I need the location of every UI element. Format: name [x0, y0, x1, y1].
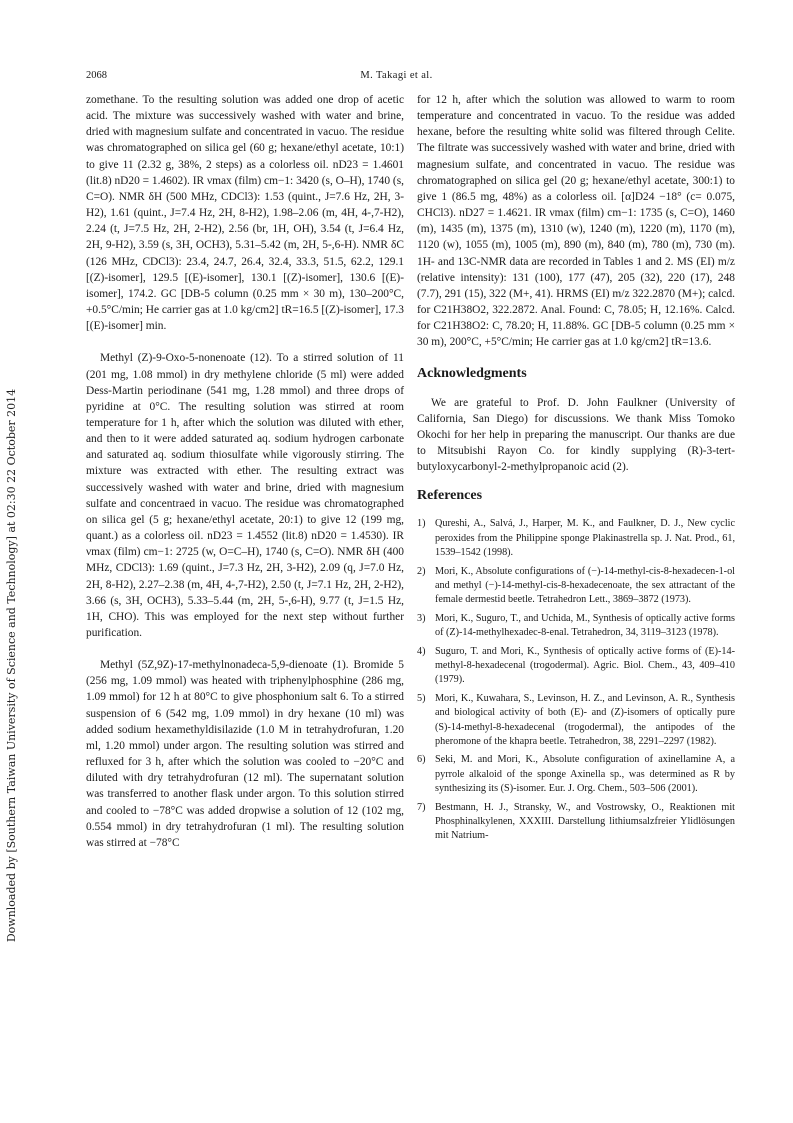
paragraph-compound-12: Methyl (Z)-9-Oxo-5-nonenoate (12). To a stirred solution of 11 (201 mg, 1.08 mmol) in dry methylene chloride (5 ml) were added Dess-Martin periodinane (541 mg, 1.28 mmol) and three drops of pyridine at 0°C. The resulting solution was stirred at room temperature for 1 h, after which the solution was diluted with ether, and then to it were added saturated aq. sodium hydrogen carbonate and saturated aq. sodium thiosulfate while vigorously stirring. The mixture was extracted with ether. The resulting extract was successively washed with water and brine, dried with magnesium sulfate and concentraed in vacuo. The residue was chromatographed on silica gel (5 g; hexane/ethyl acetate, 20:1) to give 12 (199 mg, quant.) as a colorless oil. nD23 = 1.4552 (lit.8) nD20 = 1.4530). IR νmax (film) cm−1: 2725 (w, O=C–H), 1740 (s, C=O). NMR δH (400 MHz, CDCl3): 1.69 (quint., J=7.3 Hz, 2H, 3-H2), 2.09 (q, J=7.0 Hz, 2H, 8-H2), 2.27–2.38 (m, 4H, 4-,7-H2), 2.50 (t, J=7.1 Hz, 2H, 2-H2), 3.66 (s, 3H, OCH3), 5.33–5.44 (m, 2H, 5-,6-H), 9.77 (t, J=1.5 Hz, 1H, CHO). This was employed for the next step without further purification.	[86, 352, 404, 639]
left-column	[86, 92, 404, 851]
reference-item	[417, 801, 735, 844]
running-header: M. Takagi et al.	[360, 70, 433, 81]
download-note: Downloaded by [Southern Taiwan University of Science and Technology] at 02:30 22 October 2014	[5, 388, 19, 942]
reference-text: Seki, M. and Mori, K., Absolute configuration of axinellamine A, a pyrrole alkaloid of the sponge Axinella sp., was determined as R by synthesizing its (S)-isomer. Eur. J. Org. Chem., 503–506 (2001).	[435, 754, 735, 795]
reference-list	[417, 517, 735, 844]
download-sidebar	[5, 265, 19, 1065]
reference-item	[417, 517, 735, 560]
reference-item	[417, 692, 735, 750]
reference-number: 6)	[417, 754, 426, 766]
paragraph-compound-1: Methyl (5Z,9Z)-17-methylnonadeca-5,9-dienoate (1). Bromide 5 (256 mg, 1.09 mmol) was heated with triphenylphosphine (286 mg, 1.09 mmol) for 12 h at 80°C to give phosphonium salt 6. To a stirred suspension of 6 (542 mg, 1.09 mmol) in dry hexane (10 ml) was added sodium hexamethyldisilazide (1.0 M in tetrahydrofuran, 1.20 ml, 1.20 mmol) under argon. The resulting solution was stirred and refluxed for 3 h, after which the solution was cooled to −20°C and diluted with dry tetrahydrofuran (12 ml). The supernatant solution was transferred to another flask under argon. To this solution stirred and cooled to −78°C was added dropwise a solution of 12 (102 mg, 0.554 mmol) in dry tetrahydrofuran (1 ml). The resulting solution was stirred at −78°C	[86, 659, 404, 849]
reference-item	[417, 753, 735, 796]
reference-item	[417, 612, 735, 641]
reference-number: 1)	[417, 518, 426, 530]
acknowledgments-heading: Acknowledgments	[417, 365, 527, 381]
reference-number: 5)	[417, 692, 426, 704]
references-heading: References	[417, 488, 483, 504]
reference-item	[417, 565, 735, 608]
acknowledgments-text: We are grateful to Prof. D. John Faulkner (University of California, San Diego) for discussions. We thank Miss Tomoko Okochi for her help in preparing the manuscript. Our thanks are due to Mitsubishi Rayon Co. for kindly supplying (R)-3-tert-butyloxycarbonyl-2-methylpropanoic acid (2).	[417, 396, 735, 474]
reference-number: 3)	[417, 612, 426, 624]
reference-text: Bestmann, H. J., Stransky, W., and Vostrowsky, O., Reaktionen mit Phosphinalkylenen, XXXIII. Darstellung lithiumsalzfreier Ylidlösungen mit Natrium-	[435, 801, 735, 842]
paragraph-compound-1-continued: for 12 h, after which the solution was allowed to warm to room temperature and concentrated in vacuo. To the residue was added hexane, before the resulting white solid was filtered through Celite. The filtrate was successively washed with water and brine, dried with magnesium sulfate, and concentrated in vacuo. The residue was chromatographed on silica gel (20 g; hexane/ethyl acetate, 300:1) to give 1 (86.5 mg, 48%) as a colorless oil. [α]D24 −18° (c= 0.075, CHCl3). nD27 = 1.4621. IR νmax (film) cm−1: 1735 (s, C=O), 1460 (m), 1435 (m), 1375 (m), 1310 (w), 1240 (m), 1220 (m), 1170 (m), 1120 (w), 1055 (m), 1005 (m), 890 (m), 840 (m), 780 (m), 730 (m). 1H- and 13C-NMR data are recorded in Tables 1 and 2. MS (EI) m/z (relative intensity): 131 (100), 177 (47), 205 (32), 220 (17), 248 (7.7), 291 (15), 322 (M+, 41). HRMS (EI) m/z 322.2870 (M+); calcd. for C21H38O2, 322.2872. Anal. Found: C, 78.05; H, 12.16%. Calcd. for C21H38O2: C, 78.20; H, 11.88%. GC [DB-5 column (0.25 mm × 30 m), 200°C, +5°C/min; He carrier gas at 1.0 kg/cm2] tR=13.6.	[417, 94, 735, 349]
right-column	[417, 92, 735, 848]
reference-text: Mori, K., Absolute configurations of (−)-14-methyl-cis-8-hexadecen-1-ol and methyl (−)-14-methyl-cis-8-hexadecenoate, the sex attractant of the female dermestid beetle. Tetrahedron Lett., 3869–3872 (1973).	[435, 565, 735, 606]
reference-number: 4)	[417, 645, 426, 657]
paragraph-compound-11: zomethane. To the resulting solution was added one drop of acetic acid. The mixture was successively washed with water and brine, dried with magnesium sulfate and concentrated in vacuo. The residue was chromatographed on silica gel (60 g; hexane/ethyl acetate, 10:1) to give 11 (2.32 g, 38%, 2 steps) as a colorless oil. nD23 = 1.4601 (lit.8) nD20 = 1.4602). IR νmax (film) cm−1: 3420 (s, O–H), 1740 (s, C=O). NMR δH (500 MHz, CDCl3): 1.53 (quint., J=7.6 Hz, 2H, 3-H2), 1.61 (quint., J=7.4 Hz, 2H, 8-H2), 1.98–2.06 (m, 4H, 4-,7-H2), 2.24 (t, J=7.5 Hz, 2H, 2-H2), 2.56 (br, 1H, OH), 3.54 (t, J=6.4 Hz, 2H, 9-H2), 3.59 (s, 3H, OCH3), 5.31–5.42 (m, 2H, 5-,6-H). NMR δC (126 MHz, CDCl3): 23.4, 24.7, 26.4, 32.4, 33.3, 51.5, 62.2, 129.1 [(Z)-isomer], 129.5 [(E)-isomer], 130.1 [(Z)-isomer], 130.6 [(E)-isomer], 174.2. GC [DB-5 column (0.25 mm × 30 m), 130–200°C, +0.5°C/min; He carrier gas at 1.0 kg/cm2] tR=16.5 [(Z)-isomer], 17.3 [(E)-isomer] min.	[86, 94, 404, 333]
reference-text: Suguro, T. and Mori, K., Synthesis of optically active forms of (E)-14-methyl-8-hexadecenal (trogodermal). Agric. Biol. Chem., 43, 409–410 (1979).	[435, 645, 735, 686]
reference-text: Mori, K., Kuwahara, S., Levinson, H. Z., and Levinson, A. R., Synthesis and biological activity of both (E)- and (Z)-isomers of optically pure (S)-14-methyl-8-hexadecenal (trogodermal), the antipodes of the pheromone of the khapra beetle. Tetrahedron, 38, 2291–2297 (1982).	[435, 692, 735, 747]
reference-text: Qureshi, A., Salvá, J., Harper, M. K., and Faulkner, D. J., New cyclic peroxides from the Philippine sponge Plakinastrella sp. J. Nat. Prod., 61, 1539–1542 (1998).	[435, 518, 735, 559]
reference-item	[417, 645, 735, 688]
reference-number: 7)	[417, 801, 426, 813]
reference-number: 2)	[417, 565, 426, 577]
page-number: 2068	[86, 70, 107, 81]
reference-text: Mori, K., Suguro, T., and Uchida, M., Synthesis of optically active forms of (Z)-14-methylhexadec-8-enal. Tetrahedron, 34, 3119–3123 (1978).	[435, 612, 735, 639]
